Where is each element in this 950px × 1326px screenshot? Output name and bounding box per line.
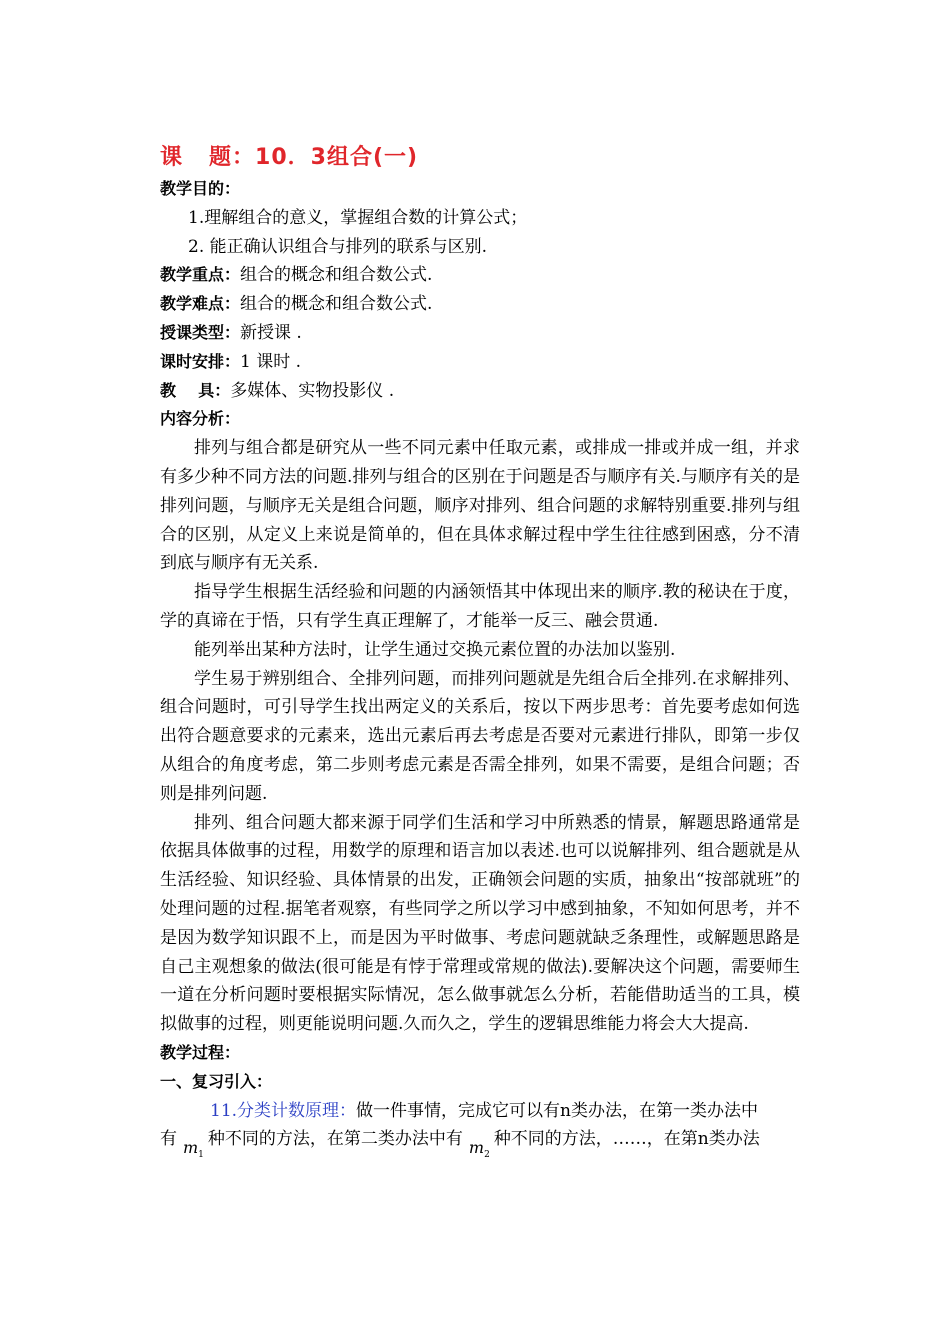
variable-m1 xyxy=(183,1138,204,1161)
key-point-text: 组合的概念和组合数公式. xyxy=(240,265,433,286)
goal-item-1: 1.理解组合的意义，掌握组合数的计算公式； xyxy=(188,207,528,228)
goals-heading xyxy=(160,175,800,204)
lesson-type-text: 新授课 . xyxy=(240,322,302,343)
analysis-paragraph-1: 排列与组合都是研究从一些不同元素中任取元素，或排成一排或并成一组，并求有多少种不同方法的问题.排列与组合的区别在于问题是否与顺序有关.与顺序有关的是排列问题，与顺序无关是组合问题，顺序对排列、组合问题的求解特别重要.排列与组合的区别，从定义上来说是简单的，但在具体求解过程中学生往往感到困惑，分不清到底与顺序有无关系. xyxy=(160,438,800,574)
principle-text: 做一件事情，完成它可以有n类办法，在第一类办法中 xyxy=(356,1100,758,1121)
analysis-label: 内容分析： xyxy=(160,409,241,429)
lesson-type-row xyxy=(160,319,800,348)
variable-m2-letter: m xyxy=(468,1138,485,1158)
section1-label: 一、复习引入： xyxy=(160,1071,273,1091)
principle-text-b: 种不同的方法，在第二类办法中有 xyxy=(207,1129,463,1150)
page-title xyxy=(160,141,800,175)
hours-label: 课时安排： xyxy=(160,351,241,371)
variable-m1-sub: 1 xyxy=(198,1150,204,1161)
tools-text: 多媒体、实物投影仪 . xyxy=(230,380,395,401)
goals-label: 教学目的： xyxy=(160,179,241,198)
principle-line-2 xyxy=(160,1125,800,1161)
principle-paragraph xyxy=(160,1097,800,1126)
analysis-paragraph-4: 学生易于辨别组合、全排列问题，而排列问题就是先组合后全排列.在求解排列、组合问题时，可引导学生找出两定义的关系后，按以下两步思考：首先要考虑如何选出符合题意要求的元素来，选出元素后再去考虑是否要对元素进行排队，即第一步仅从组合的角度考虑，第二步则考虑元素是否需全排列，如果不需要，是组合问题；否则是排列问题. xyxy=(160,668,800,804)
difficulty-row xyxy=(160,290,800,319)
principle-text-c: 种不同的方法，……，在第n类办法 xyxy=(493,1129,760,1150)
title-prefix: 课 xyxy=(160,145,184,170)
variable-m1-letter: m xyxy=(183,1138,199,1158)
tools-label: 教 具： xyxy=(160,380,231,400)
lesson-type-label: 授课类型： xyxy=(160,322,241,342)
principle-number: 11. xyxy=(210,1100,238,1121)
principle-text-a: 有 xyxy=(160,1129,177,1150)
principle-name: 分类计数原理： xyxy=(237,1100,357,1121)
hours-text: 1 课时 . xyxy=(240,351,302,372)
analysis-paragraph-5: 排列、组合问题大都来源于同学们生活和学习中所熟悉的情景，解题思路通常是依据具体做事的过程，用数学的原理和语言加以表述.也可以说解排列、组合题就是从生活经验、知识经验、具体情景的出发，正确领会问题的实质，抽象出“按部就班”的处理问题的过程.据笔者观察，有些同学之所以学习中感到抽象，不知如何思考，并不是因为数学知识跟不上，而是因为平时做事、考虑问题就缺乏条理性，或解题思路是自己主观想象的做法(很可能是有悖于常理或常规的做法).要解决这个问题，需要师生一道在分析问题时要根据实际情况，怎么做事就怎么分析，若能借助适当的工具，模拟做事的过程，则更能说明问题.久而久之，学生的逻辑思维能力将会大大提高. xyxy=(160,812,800,1035)
goal-item-2: 2. 能正确认识组合与排列的联系与区别. xyxy=(188,236,488,257)
analysis-paragraph-3: 能列举出某种方法时，让学生通过交换元素位置的办法加以鉴别. xyxy=(194,639,676,660)
analysis-paragraph-2: 指导学生根据生活经验和问题的内涵领悟其中体现出来的顺序.教的秘诀在于度，学的真谛在于悟，只有学生真正理解了，才能举一反三、融会贯通. xyxy=(160,582,800,631)
process-heading xyxy=(160,1039,800,1068)
section1-heading xyxy=(160,1068,800,1097)
tools-row xyxy=(160,377,800,406)
document-content xyxy=(160,141,800,1161)
process-label: 教学过程： xyxy=(160,1042,241,1062)
difficulty-label: 教学难点： xyxy=(160,294,241,314)
variable-m2 xyxy=(468,1138,490,1161)
title-text: 题：10．3组合(一) xyxy=(209,145,419,170)
variable-m2-sub: 2 xyxy=(484,1150,490,1161)
key-point-row xyxy=(160,261,800,290)
analysis-heading xyxy=(160,405,800,434)
difficulty-text: 组合的概念和组合数公式. xyxy=(240,294,433,315)
key-point-label: 教学重点： xyxy=(160,265,241,285)
hours-row xyxy=(160,348,800,377)
